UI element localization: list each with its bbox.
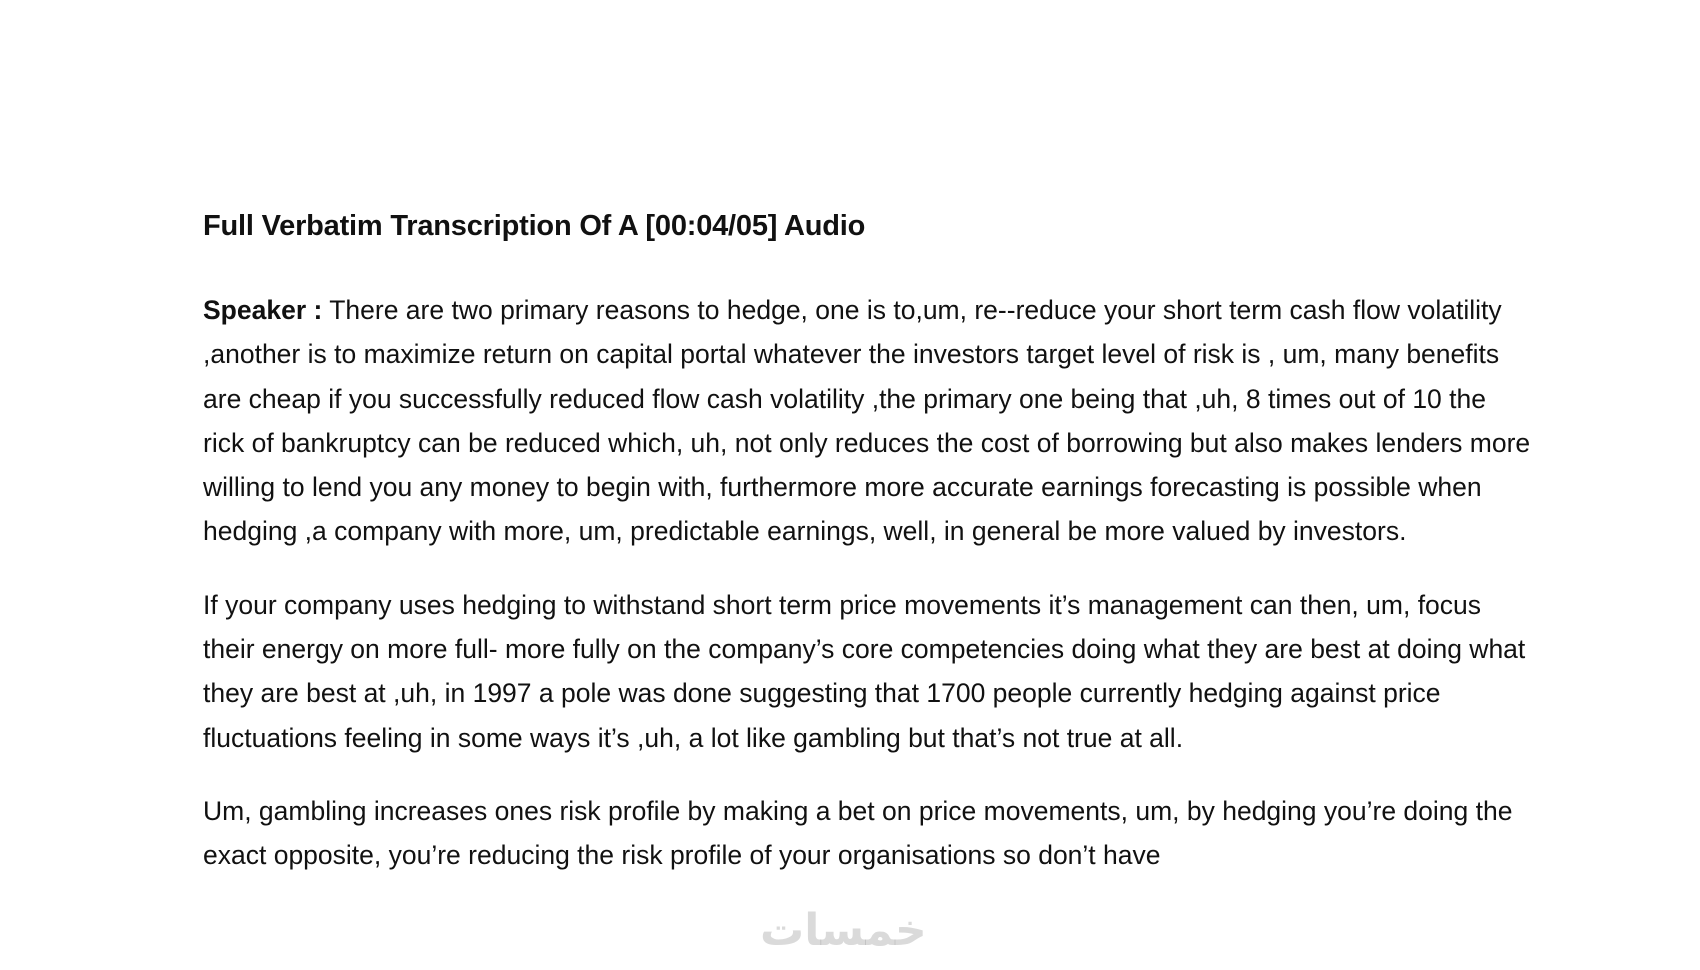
- watermark-logo: خمسات: [760, 905, 927, 956]
- paragraph-3: Um, gambling increases ones risk profile by making a bet on price movements, um, by hedging you’re doing the exact opposite, you’re reducing the risk profile of your organisations so don’t have: [203, 795, 1513, 871]
- paragraph-1: [203, 288, 1533, 554]
- paragraph-2: If your company uses hedging to withstand short term price movements it’s management can then, um, focus their energy on more full- more fully on the company’s core competencies doing what they are best at doing what they are best at ,uh, in 1997 a pole was done suggesting that 1700 people currently hedging against price fluctuations feeling in some ways it’s ,uh, a lot like gambling but that’s not true at all.: [203, 589, 1526, 753]
- document-page: [203, 200, 1533, 907]
- document-title: Full Verbatim Transcription Of A [00:04/05] Audio: [203, 210, 866, 242]
- paragraph-1-text: There are two primary reasons to hedge, one is to,um, re--reduce your short term cash flow volatility ,another is to maximize return on capital portal whatever the investors target level of risk is , um, many benefits are cheap if you successfully reduced flow cash volatility ,the primary one being that ,uh, 8 times out of 10 the rick of bankruptcy can be reduced which, uh, not only reduces the cost of borrowing but also makes lenders more willing to lend you any money to begin with, furthermore more accurate earnings forecasting is possible when hedging ,a company with more, um, predictable earnings, well, in general be more valued by investors.: [203, 295, 1531, 547]
- speaker-label: Speaker :: [203, 295, 323, 325]
